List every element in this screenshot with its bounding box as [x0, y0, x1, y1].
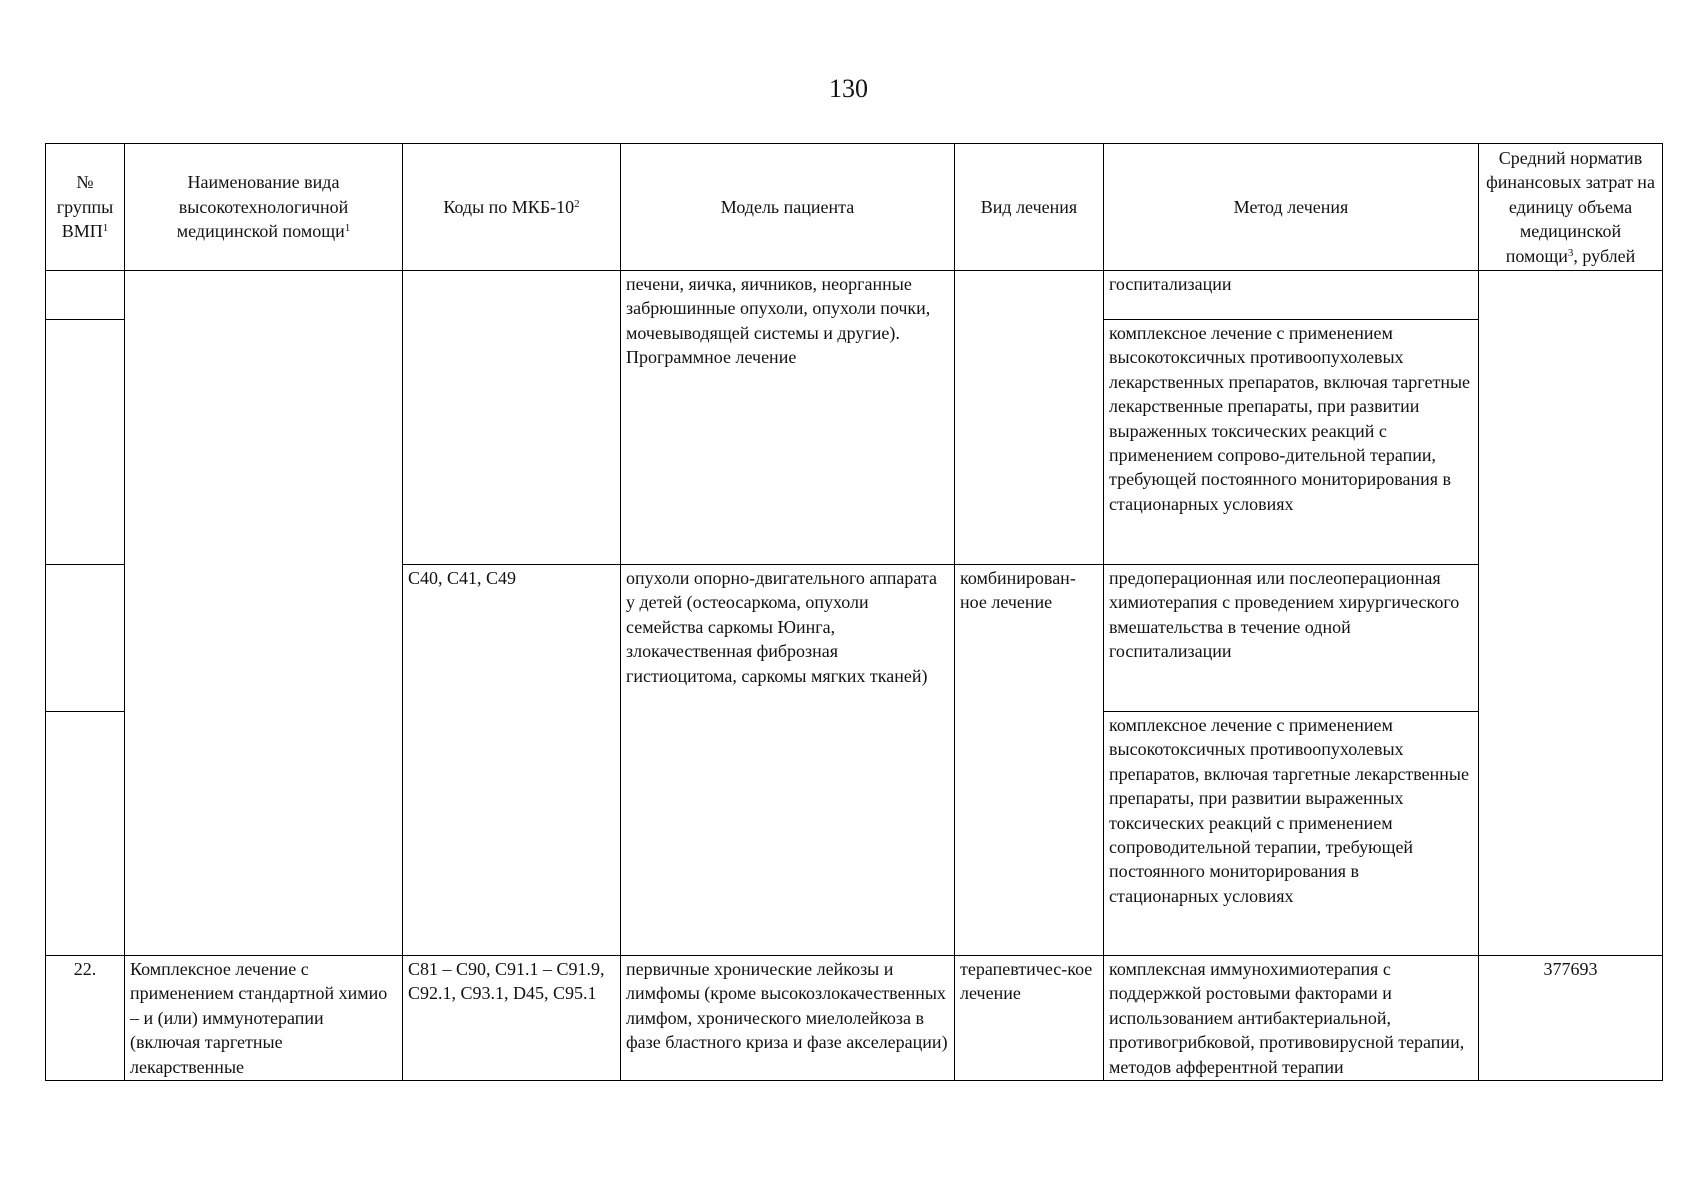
table-row — [46, 956, 1663, 1081]
cell-group-no — [46, 712, 125, 956]
cell-model: первичные хронические лейкозы и лимфомы (кроме высокозлокачественных лимфом, хронического миелолейкоза в фазе бластного криза и фазе акселерации) — [621, 956, 955, 1081]
page-number: 130 — [829, 74, 868, 103]
cell-group-no — [46, 565, 125, 712]
cell-treatment-type: терапевтичес-кое лечение — [955, 956, 1104, 1081]
header-model: Модель пациента — [621, 144, 955, 271]
table-row — [46, 271, 1663, 320]
vmp-table — [45, 143, 1663, 1081]
cell-model: печени, яичка, яичников, неорганные забрюшинные опухоли, опухоли почки, мочевыводящей системы и другие). Программное лечение — [621, 271, 955, 565]
header-group-no: № группы ВМП$^1$ — [46, 144, 125, 271]
cell-codes — [403, 271, 621, 565]
cell-cost: 377693 — [1479, 956, 1663, 1081]
cell-group-no: 22. — [46, 956, 125, 1081]
cell-method: комплексное лечение с применением высокотоксичных противоопухолевых лекарственных препаратов, включая таргетные лекарственные препараты, при развитии выраженных токсических реакций с применением сопрово-дительной терапии, требующей постоянного мониторирования в стационарных условиях — [1104, 320, 1479, 565]
cell-codes: C81 – C90, C91.1 – C91.9, C92.1, C93.1, D45, C95.1 — [403, 956, 621, 1081]
cell-group-no — [46, 320, 125, 565]
cell-treatment-type: комбинирован-ное лечение — [955, 565, 1104, 956]
cell-method: комплексное лечение с применением высокотоксичных противоопухолевых препаратов, включая таргетные лекарственные препараты, при развитии выраженных токсических реакций с применением сопроводительной терапии, требующей постоянного мониторирования в стационарных условиях — [1104, 712, 1479, 956]
cell-name — [125, 271, 403, 956]
cell-cost — [1479, 271, 1663, 956]
header-name: Наименование вида высокотехнологичной медицинской помощи$^1$ — [125, 144, 403, 271]
cell-method: предоперационная или послеоперационная химиотерапия с проведением хирургического вмешательства в течение одной госпитализации — [1104, 565, 1479, 712]
cell-group-no — [46, 271, 125, 320]
cell-name: Комплексное лечение с применением стандартной химио – и (или) иммунотерапии (включая таргетные лекарственные — [125, 956, 403, 1081]
header-row — [46, 144, 1663, 271]
cell-codes: C40, C41, C49 — [403, 565, 621, 956]
cell-method: комплексная иммунохимиотерапия с поддержкой ростовыми факторами и использованием антибактериальной, противогрибковой, противовирусной терапии, методов афферентной терапии — [1104, 956, 1479, 1081]
cell-model: опухоли опорно-двигательного аппарата у детей (остеосаркома, опухоли семейства саркомы Юинга, злокачественная фиброзная гистиоцитома, саркомы мягких тканей) — [621, 565, 955, 956]
header-codes: Коды по МКБ-$10^2$ — [403, 144, 621, 271]
header-treatment-type: Вид лечения — [955, 144, 1104, 271]
header-cost: Средний норматив финансовых затрат на единицу объема медицинской помощи$^3$, рублей — [1479, 144, 1663, 271]
cell-method: госпитализации — [1104, 271, 1479, 320]
cell-treatment-type — [955, 271, 1104, 565]
header-method: Метод лечения — [1104, 144, 1479, 271]
